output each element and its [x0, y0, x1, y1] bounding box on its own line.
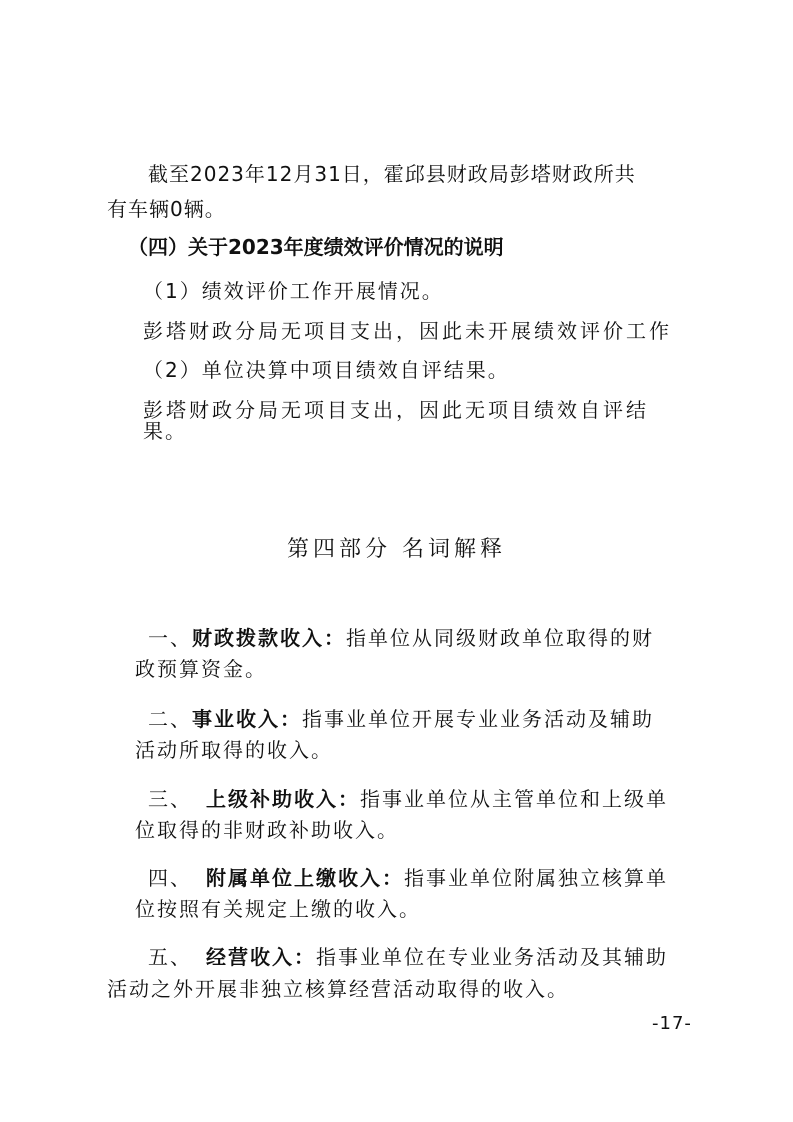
term-name: 上级补助收入：	[206, 787, 360, 811]
term-entry-line2: 活动之外开展非独立核算经营活动取得的收入。	[107, 977, 569, 1001]
term-entry-line1	[148, 624, 654, 652]
item1-label: （1）绩效评价工作开展情况。	[143, 279, 444, 303]
vehicles-paragraph-line2: 有车辆0辆。	[107, 197, 226, 221]
term-definition: 指事业单位从主管单位和上级单	[360, 787, 668, 811]
term-entry-line1	[148, 705, 654, 733]
performance-subheading: （四）关于2023年度绩效评价情况的说明	[128, 235, 504, 259]
term-entry-line1	[148, 864, 668, 892]
item1-text: 彭塔财政分局无项目支出，因此未开展绩效评价工作	[143, 319, 672, 343]
term-entry-line2: 位取得的非财政补助收入。	[135, 818, 399, 842]
item2-text-line2: 果。	[143, 419, 187, 443]
term-prefix: 四、	[148, 866, 192, 890]
term-name: 事业收入：	[192, 707, 302, 731]
item2-label: （2）单位决算中项目绩效自评结果。	[143, 358, 510, 382]
term-definition: 指事业单位在专业业务活动及其辅助	[316, 945, 668, 969]
section4-title: 第四部分 名词解释	[287, 537, 506, 562]
item2-text-line1: 彭塔财政分局无项目支出，因此无项目绩效自评结	[143, 398, 649, 422]
term-definition: 指事业单位附属独立核算单	[404, 866, 668, 890]
term-prefix: 一、	[148, 626, 192, 650]
term-definition: 指单位从同级财政单位取得的财	[346, 626, 654, 650]
term-definition: 指事业单位开展专业业务活动及辅助	[302, 707, 654, 731]
term-prefix: 五、	[148, 945, 192, 969]
term-entry-line2: 政预算资金。	[135, 657, 267, 681]
term-name: 经营收入：	[206, 945, 316, 969]
term-entry-line1	[148, 943, 668, 971]
vehicles-paragraph-line1: 截至2023年12月31日，霍邱县财政局彭塔财政所共	[148, 162, 636, 186]
term-name: 财政拨款收入：	[192, 626, 346, 650]
page-number: -17-	[652, 1013, 692, 1034]
term-entry-line2: 活动所取得的收入。	[135, 738, 333, 762]
term-name: 附属单位上缴收入：	[206, 866, 404, 890]
term-entry-line2: 位按照有关规定上缴的收入。	[135, 897, 421, 921]
term-prefix: 三、	[148, 787, 192, 811]
term-entry-line1	[148, 785, 668, 813]
term-prefix: 二、	[148, 707, 192, 731]
